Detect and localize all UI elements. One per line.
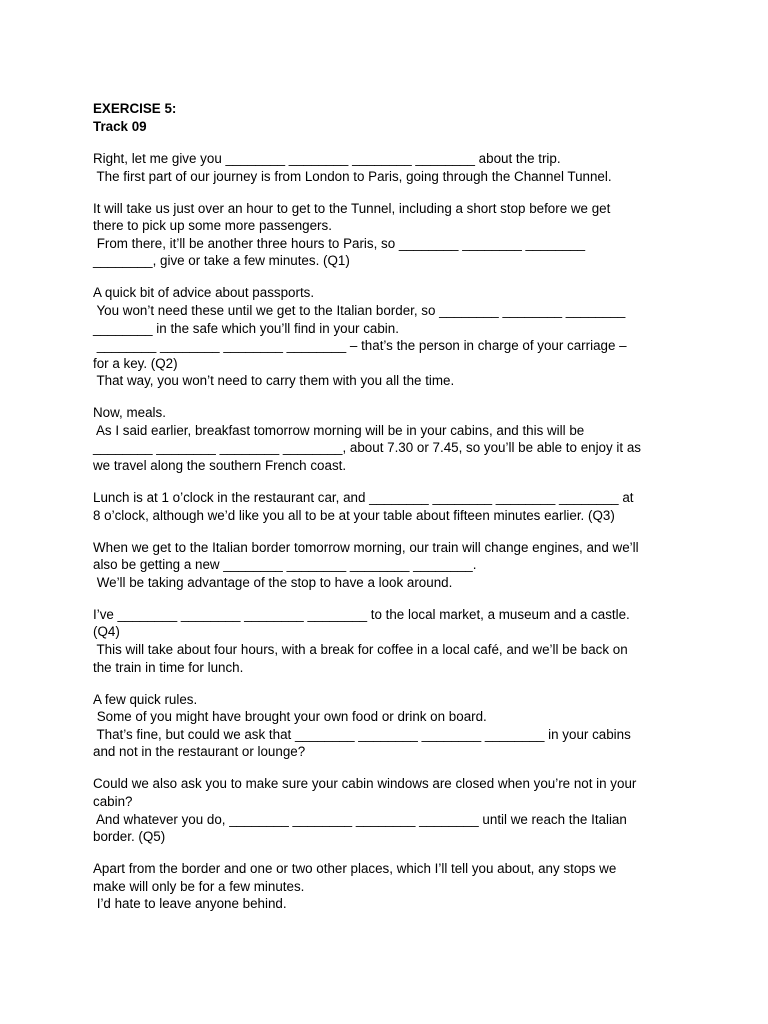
text-line: Lunch is at 1 o’clock in the restaurant car, and ________ ________ ________ ________ at bbox=[93, 490, 634, 506]
transcript-paragraph bbox=[93, 691, 693, 761]
text-line: for a key. (Q2) bbox=[93, 355, 178, 371]
text-line: 8 o’clock, although we’d like you all to be at your table about fifteen minutes earlier. (Q3) bbox=[93, 507, 615, 523]
text-line: We’ll be taking advantage of the stop to have a look around. bbox=[93, 574, 453, 590]
track-label: Track 09 bbox=[93, 119, 147, 134]
transcript-paragraph bbox=[93, 860, 693, 913]
transcript-paragraph bbox=[93, 539, 693, 592]
text-line: Right, let me give you ________ ________ ________ ________ about the trip. bbox=[93, 151, 561, 166]
exercise-title: EXERCISE 5: bbox=[93, 101, 177, 116]
text-line: I’ve ________ ________ ________ ________ to the local market, a museum and a castle. bbox=[93, 606, 630, 622]
text-line: From there, it’ll be another three hours to Paris, so ________ ________ ________ bbox=[93, 235, 586, 251]
text-line: And whatever you do, ________ ________ ________ ________ until we reach the Italian bbox=[93, 811, 627, 827]
text-line: also be getting a new ________ ________ ________ ________. bbox=[93, 557, 477, 573]
text-line: there to pick up some more passengers. bbox=[93, 218, 332, 234]
text-line: A few quick rules. bbox=[93, 691, 198, 707]
transcript-paragraph bbox=[93, 489, 693, 524]
transcript-paragraph bbox=[93, 775, 693, 845]
text-line: make will only be for a few minutes. bbox=[93, 878, 305, 894]
text-line: (Q4) bbox=[93, 624, 120, 640]
text-line: It will take us just over an hour to get to the Tunnel, including a short stop before we get bbox=[93, 200, 611, 216]
text-line: ________, give or take a few minutes. (Q1) bbox=[93, 253, 350, 269]
transcript-paragraphs bbox=[93, 150, 693, 913]
transcript-paragraph bbox=[93, 200, 693, 270]
text-line: That’s fine, but could we ask that ________ ________ ________ ________ in your cabins bbox=[93, 726, 631, 742]
text-line: and not in the restaurant or lounge? bbox=[93, 744, 306, 760]
text-line: we travel along the southern French coast. bbox=[93, 458, 347, 474]
transcript-paragraph bbox=[93, 284, 693, 390]
transcript-paragraph bbox=[93, 150, 693, 185]
text-line: You won’t need these until we get to the Italian border, so ________ ________ ________ bbox=[93, 302, 626, 318]
text-line: the train in time for lunch. bbox=[93, 659, 244, 675]
text-line: Now, meals. bbox=[93, 405, 166, 421]
transcript-paragraph bbox=[93, 404, 693, 474]
text-line: That way, you won’t need to carry them with you all the time. bbox=[93, 373, 455, 389]
text-line: ________ ________ ________ ________, about 7.30 or 7.45, so you’ll be able to enjoy it as bbox=[93, 440, 641, 456]
document-body bbox=[93, 100, 693, 927]
transcript-paragraph bbox=[93, 606, 693, 676]
text-line: As I said earlier, breakfast tomorrow morning will be in your cabins, and this will be bbox=[93, 422, 585, 438]
text-line: ________ in the safe which you’ll find in your cabin. bbox=[93, 320, 399, 336]
text-line: When we get to the Italian border tomorrow morning, our train will change engines, and we’ll bbox=[93, 539, 639, 555]
text-line: This will take about four hours, with a break for coffee in a local café, and we’ll be back on bbox=[93, 642, 628, 657]
text-line: ________ ________ ________ ________ – that’s the person in charge of your carriage – bbox=[93, 338, 627, 354]
text-line: cabin? bbox=[93, 793, 133, 809]
text-line: I’d hate to leave anyone behind. bbox=[93, 896, 287, 912]
text-line: Could we also ask you to make sure your cabin windows are closed when you’re not in your bbox=[93, 776, 637, 792]
text-line: Some of you might have brought your own food or drink on board. bbox=[93, 709, 487, 725]
text-line: border. (Q5) bbox=[93, 829, 166, 845]
text-line: Apart from the border and one or two other places, which I’ll tell you about, any stops we bbox=[93, 861, 617, 877]
text-line: A quick bit of advice about passports. bbox=[93, 285, 315, 301]
text-line: The first part of our journey is from London to Paris, going through the Channel Tunnel. bbox=[93, 168, 612, 184]
